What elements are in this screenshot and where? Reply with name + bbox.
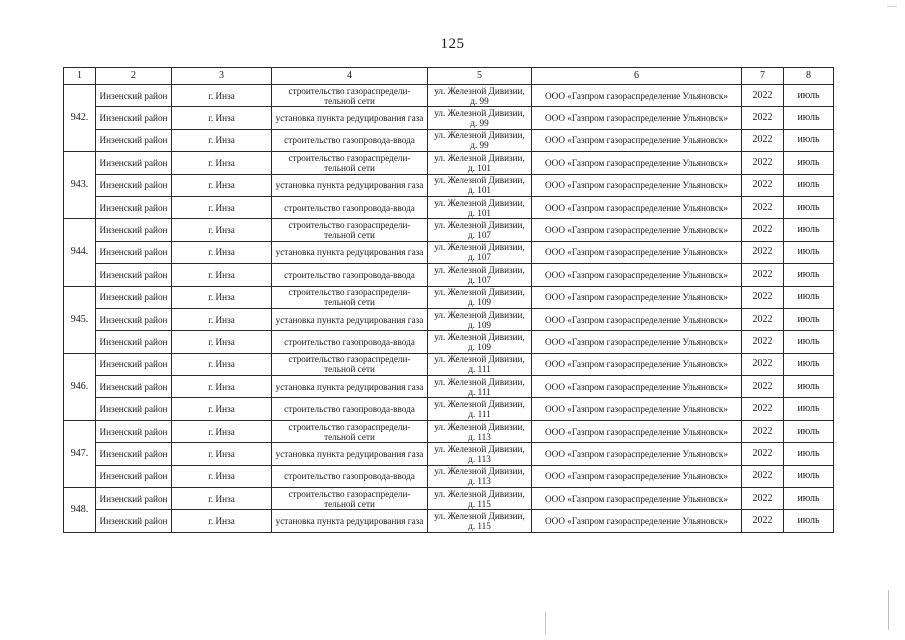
column-header-1: 1 bbox=[64, 68, 96, 85]
month-cell: июль bbox=[784, 152, 834, 174]
year-cell: 2022 bbox=[742, 443, 784, 465]
year-cell: 2022 bbox=[742, 85, 784, 107]
city-cell: г. Инза bbox=[172, 488, 272, 510]
table-row bbox=[64, 107, 834, 129]
city-cell: г. Инза bbox=[172, 286, 272, 308]
work-type-cell: строительство газораспредели-тельной сети bbox=[272, 488, 428, 510]
column-header-6: 6 bbox=[532, 68, 742, 85]
month-cell: июль bbox=[784, 196, 834, 218]
scan-artifact-right bbox=[888, 590, 889, 630]
table-row bbox=[64, 152, 834, 174]
table-row bbox=[64, 308, 834, 330]
work-type-cell: установка пункта редуцирования газа bbox=[272, 376, 428, 398]
month-cell: июль bbox=[784, 420, 834, 442]
month-cell: июль bbox=[784, 241, 834, 263]
year-cell: 2022 bbox=[742, 196, 784, 218]
district-cell: Инзенский район bbox=[96, 376, 172, 398]
year-cell: 2022 bbox=[742, 353, 784, 375]
district-cell: Инзенский район bbox=[96, 129, 172, 151]
table-row bbox=[64, 398, 834, 420]
organization-cell: ООО «Газпром газораспределение Ульяновск» bbox=[532, 465, 742, 487]
address-cell: ул. Железной Дивизии, д. 107 bbox=[428, 264, 532, 286]
city-cell: г. Инза bbox=[172, 353, 272, 375]
address-cell: ул. Железной Дивизии, д. 99 bbox=[428, 85, 532, 107]
work-type-cell: установка пункта редуцирования газа bbox=[272, 443, 428, 465]
row-number-cell: 948. bbox=[64, 488, 96, 533]
organization-cell: ООО «Газпром газораспределение Ульяновск» bbox=[532, 398, 742, 420]
table-row bbox=[64, 443, 834, 465]
year-cell: 2022 bbox=[742, 107, 784, 129]
address-cell: ул. Железной Дивизии, д. 113 bbox=[428, 465, 532, 487]
month-cell: июль bbox=[784, 286, 834, 308]
table-body bbox=[64, 85, 834, 533]
district-cell: Инзенский район bbox=[96, 331, 172, 353]
district-cell: Инзенский район bbox=[96, 353, 172, 375]
table-row bbox=[64, 196, 834, 218]
year-cell: 2022 bbox=[742, 308, 784, 330]
year-cell: 2022 bbox=[742, 510, 784, 532]
district-cell: Инзенский район bbox=[96, 510, 172, 532]
registry-table bbox=[63, 67, 834, 533]
month-cell: июль bbox=[784, 308, 834, 330]
city-cell: г. Инза bbox=[172, 85, 272, 107]
month-cell: июль bbox=[784, 465, 834, 487]
table-row bbox=[64, 488, 834, 510]
row-number-cell: 943. bbox=[64, 152, 96, 219]
work-type-cell: строительство газопровода-ввода bbox=[272, 264, 428, 286]
district-cell: Инзенский район bbox=[96, 174, 172, 196]
year-cell: 2022 bbox=[742, 129, 784, 151]
address-cell: ул. Железной Дивизии, д. 107 bbox=[428, 219, 532, 241]
page-number: 125 bbox=[440, 36, 465, 52]
district-cell: Инзенский район bbox=[96, 286, 172, 308]
column-header-7: 7 bbox=[742, 68, 784, 85]
month-cell: июль bbox=[784, 129, 834, 151]
organization-cell: ООО «Газпром газораспределение Ульяновск» bbox=[532, 219, 742, 241]
address-cell: ул. Железной Дивизии, д. 111 bbox=[428, 376, 532, 398]
month-cell: июль bbox=[784, 85, 834, 107]
district-cell: Инзенский район bbox=[96, 488, 172, 510]
table-row bbox=[64, 85, 834, 107]
city-cell: г. Инза bbox=[172, 331, 272, 353]
address-cell: ул. Железной Дивизии, д. 109 bbox=[428, 331, 532, 353]
address-cell: ул. Железной Дивизии, д. 113 bbox=[428, 420, 532, 442]
city-cell: г. Инза bbox=[172, 510, 272, 532]
column-header-8: 8 bbox=[784, 68, 834, 85]
address-cell: ул. Железной Дивизии, д. 115 bbox=[428, 488, 532, 510]
address-cell: ул. Железной Дивизии, д. 99 bbox=[428, 107, 532, 129]
city-cell: г. Инза bbox=[172, 241, 272, 263]
city-cell: г. Инза bbox=[172, 219, 272, 241]
table-row bbox=[64, 286, 834, 308]
column-header-2: 2 bbox=[96, 68, 172, 85]
row-number-cell: 945. bbox=[64, 286, 96, 353]
district-cell: Инзенский район bbox=[96, 398, 172, 420]
table-row bbox=[64, 331, 834, 353]
table-row bbox=[64, 129, 834, 151]
year-cell: 2022 bbox=[742, 331, 784, 353]
table-row bbox=[64, 420, 834, 442]
organization-cell: ООО «Газпром газораспределение Ульяновск» bbox=[532, 443, 742, 465]
city-cell: г. Инза bbox=[172, 264, 272, 286]
work-type-cell: установка пункта редуцирования газа bbox=[272, 308, 428, 330]
work-type-cell: строительство газопровода-ввода bbox=[272, 129, 428, 151]
year-cell: 2022 bbox=[742, 152, 784, 174]
year-cell: 2022 bbox=[742, 286, 784, 308]
table-row bbox=[64, 219, 834, 241]
work-type-cell: установка пункта редуцирования газа bbox=[272, 510, 428, 532]
organization-cell: ООО «Газпром газораспределение Ульяновск» bbox=[532, 174, 742, 196]
month-cell: июль bbox=[784, 510, 834, 532]
month-cell: июль bbox=[784, 174, 834, 196]
work-type-cell: строительство газораспредели-тельной сети bbox=[272, 286, 428, 308]
district-cell: Инзенский район bbox=[96, 264, 172, 286]
year-cell: 2022 bbox=[742, 465, 784, 487]
row-number-cell: 942. bbox=[64, 85, 96, 152]
month-cell: июль bbox=[784, 443, 834, 465]
district-cell: Инзенский район bbox=[96, 219, 172, 241]
address-cell: ул. Железной Дивизии, д. 109 bbox=[428, 286, 532, 308]
table-row bbox=[64, 353, 834, 375]
work-type-cell: установка пункта редуцирования газа bbox=[272, 241, 428, 263]
year-cell: 2022 bbox=[742, 488, 784, 510]
address-cell: ул. Железной Дивизии, д. 101 bbox=[428, 174, 532, 196]
address-cell: ул. Железной Дивизии, д. 111 bbox=[428, 353, 532, 375]
city-cell: г. Инза bbox=[172, 129, 272, 151]
address-cell: ул. Железной Дивизии, д. 99 bbox=[428, 129, 532, 151]
month-cell: июль bbox=[784, 488, 834, 510]
address-cell: ул. Железной Дивизии, д. 111 bbox=[428, 398, 532, 420]
city-cell: г. Инза bbox=[172, 398, 272, 420]
year-cell: 2022 bbox=[742, 376, 784, 398]
year-cell: 2022 bbox=[742, 219, 784, 241]
row-number-cell: 947. bbox=[64, 420, 96, 487]
organization-cell: ООО «Газпром газораспределение Ульяновск» bbox=[532, 331, 742, 353]
district-cell: Инзенский район bbox=[96, 241, 172, 263]
work-type-cell: строительство газораспредели-тельной сети bbox=[272, 219, 428, 241]
city-cell: г. Инза bbox=[172, 308, 272, 330]
table-row bbox=[64, 510, 834, 532]
organization-cell: ООО «Газпром газораспределение Ульяновск» bbox=[532, 241, 742, 263]
address-cell: ул. Железной Дивизии, д. 115 bbox=[428, 510, 532, 532]
organization-cell: ООО «Газпром газораспределение Ульяновск» bbox=[532, 420, 742, 442]
year-cell: 2022 bbox=[742, 264, 784, 286]
address-cell: ул. Железной Дивизии, д. 113 bbox=[428, 443, 532, 465]
year-cell: 2022 bbox=[742, 241, 784, 263]
work-type-cell: установка пункта редуцирования газа bbox=[272, 174, 428, 196]
city-cell: г. Инза bbox=[172, 443, 272, 465]
scan-artifact-top bbox=[887, 6, 897, 7]
month-cell: июль bbox=[784, 107, 834, 129]
year-cell: 2022 bbox=[742, 420, 784, 442]
month-cell: июль bbox=[784, 264, 834, 286]
year-cell: 2022 bbox=[742, 174, 784, 196]
organization-cell: ООО «Газпром газораспределение Ульяновск» bbox=[532, 376, 742, 398]
work-type-cell: строительство газораспредели-тельной сети bbox=[272, 420, 428, 442]
organization-cell: ООО «Газпром газораспределение Ульяновск» bbox=[532, 196, 742, 218]
organization-cell: ООО «Газпром газораспределение Ульяновск» bbox=[532, 85, 742, 107]
city-cell: г. Инза bbox=[172, 152, 272, 174]
month-cell: июль bbox=[784, 331, 834, 353]
city-cell: г. Инза bbox=[172, 196, 272, 218]
district-cell: Инзенский район bbox=[96, 85, 172, 107]
organization-cell: ООО «Газпром газораспределение Ульяновск» bbox=[532, 510, 742, 532]
organization-cell: ООО «Газпром газораспределение Ульяновск» bbox=[532, 488, 742, 510]
column-header-4: 4 bbox=[272, 68, 428, 85]
table-row bbox=[64, 174, 834, 196]
table-header-row bbox=[64, 68, 834, 85]
district-cell: Инзенский район bbox=[96, 152, 172, 174]
district-cell: Инзенский район bbox=[96, 443, 172, 465]
district-cell: Инзенский район bbox=[96, 420, 172, 442]
month-cell: июль bbox=[784, 353, 834, 375]
table-row bbox=[64, 465, 834, 487]
month-cell: июль bbox=[784, 398, 834, 420]
city-cell: г. Инза bbox=[172, 376, 272, 398]
address-cell: ул. Железной Дивизии, д. 107 bbox=[428, 241, 532, 263]
organization-cell: ООО «Газпром газораспределение Ульяновск» bbox=[532, 129, 742, 151]
work-type-cell: строительство газопровода-ввода bbox=[272, 331, 428, 353]
work-type-cell: строительство газопровода-ввода bbox=[272, 465, 428, 487]
organization-cell: ООО «Газпром газораспределение Ульяновск» bbox=[532, 353, 742, 375]
row-number-cell: 944. bbox=[64, 219, 96, 286]
address-cell: ул. Железной Дивизии, д. 101 bbox=[428, 196, 532, 218]
organization-cell: ООО «Газпром газораспределение Ульяновск» bbox=[532, 107, 742, 129]
work-type-cell: строительство газораспредели-тельной сети bbox=[272, 353, 428, 375]
work-type-cell: строительство газораспредели-тельной сети bbox=[272, 85, 428, 107]
city-cell: г. Инза bbox=[172, 174, 272, 196]
organization-cell: ООО «Газпром газораспределение Ульяновск» bbox=[532, 308, 742, 330]
organization-cell: ООО «Газпром газораспределение Ульяновск» bbox=[532, 264, 742, 286]
month-cell: июль bbox=[784, 219, 834, 241]
column-header-5: 5 bbox=[428, 68, 532, 85]
city-cell: г. Инза bbox=[172, 420, 272, 442]
city-cell: г. Инза bbox=[172, 107, 272, 129]
organization-cell: ООО «Газпром газораспределение Ульяновск» bbox=[532, 286, 742, 308]
organization-cell: ООО «Газпром газораспределение Ульяновск» bbox=[532, 152, 742, 174]
district-cell: Инзенский район bbox=[96, 196, 172, 218]
row-number-cell: 946. bbox=[64, 353, 96, 420]
district-cell: Инзенский район bbox=[96, 465, 172, 487]
address-cell: ул. Железной Дивизии, д. 101 bbox=[428, 152, 532, 174]
month-cell: июль bbox=[784, 376, 834, 398]
table-row bbox=[64, 376, 834, 398]
district-cell: Инзенский район bbox=[96, 107, 172, 129]
scan-artifact-bottom bbox=[545, 612, 546, 634]
work-type-cell: строительство газопровода-ввода bbox=[272, 196, 428, 218]
column-header-3: 3 bbox=[172, 68, 272, 85]
table-row bbox=[64, 264, 834, 286]
work-type-cell: установка пункта редуцирования газа bbox=[272, 107, 428, 129]
year-cell: 2022 bbox=[742, 398, 784, 420]
work-type-cell: строительство газопровода-ввода bbox=[272, 398, 428, 420]
table-row bbox=[64, 241, 834, 263]
work-type-cell: строительство газораспредели-тельной сети bbox=[272, 152, 428, 174]
address-cell: ул. Железной Дивизии, д. 109 bbox=[428, 308, 532, 330]
district-cell: Инзенский район bbox=[96, 308, 172, 330]
city-cell: г. Инза bbox=[172, 465, 272, 487]
